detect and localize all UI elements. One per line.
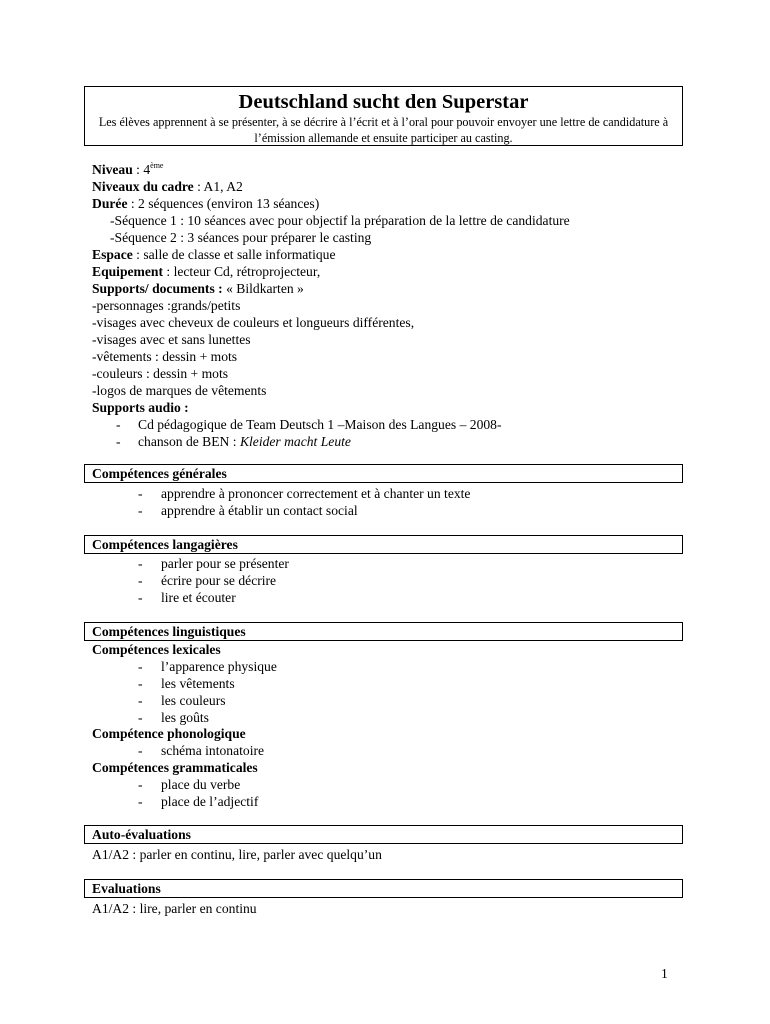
supports-item: -logos de marques de vêtements bbox=[92, 383, 267, 398]
list-item: apprendre à prononcer correctement et à chanter un texte bbox=[161, 486, 471, 501]
list-dash: - bbox=[138, 676, 143, 691]
list-dash: - bbox=[138, 794, 143, 809]
list-item: apprendre à établir un contact social bbox=[161, 503, 358, 518]
list-item: schéma intonatoire bbox=[161, 743, 265, 758]
list-item: parler pour se présenter bbox=[161, 556, 289, 571]
evaluations-text: A1/A2 : lire, parler en continu bbox=[92, 901, 257, 916]
cadre-label: Niveaux du cadre bbox=[92, 179, 194, 194]
duree-value: : 2 séquences (environ 13 séances) bbox=[127, 196, 320, 211]
list-dash: - bbox=[138, 590, 143, 605]
list-dash: - bbox=[138, 710, 143, 725]
supports-line bbox=[92, 280, 304, 297]
song-title: Kleider macht Leute bbox=[239, 434, 351, 449]
list-dash: - bbox=[138, 486, 143, 501]
audio-item bbox=[138, 433, 351, 450]
sequence-2: -Séquence 2 : 3 séances pour préparer le casting bbox=[110, 230, 372, 245]
audio-label: Supports audio : bbox=[92, 400, 189, 415]
list-item: l’apparence physique bbox=[161, 659, 277, 674]
list-dash: - bbox=[138, 743, 143, 758]
equipement-line bbox=[92, 263, 320, 280]
list-item: écrire pour se décrire bbox=[161, 573, 277, 588]
espace-label: Espace bbox=[92, 247, 133, 262]
list-dash: - bbox=[116, 434, 121, 449]
list-dash: - bbox=[138, 573, 143, 588]
section-header-generales: Compétences générales bbox=[84, 464, 683, 483]
title-box bbox=[84, 86, 683, 146]
supports-item: -visages avec cheveux de couleurs et longueurs différentes, bbox=[92, 315, 415, 330]
auto-text: A1/A2 : parler en continu, lire, parler avec quelqu’un bbox=[92, 847, 382, 862]
list-dash: - bbox=[138, 556, 143, 571]
list-item: lire et écouter bbox=[161, 590, 236, 605]
list-item: les goûts bbox=[161, 710, 209, 725]
duree-line bbox=[92, 195, 319, 212]
list-item: place du verbe bbox=[161, 777, 241, 792]
niveau-sup: ème bbox=[150, 161, 164, 170]
lexicales-label: Compétences lexicales bbox=[92, 642, 221, 657]
niveau-line bbox=[92, 161, 163, 178]
espace-value: : salle de classe et salle informatique bbox=[132, 247, 336, 262]
cadre-value: : A1, A2 bbox=[193, 179, 243, 194]
espace-line bbox=[92, 246, 335, 263]
list-item: les couleurs bbox=[161, 693, 226, 708]
supports-item: -personnages :grands/petits bbox=[92, 298, 241, 313]
supports-item: -visages avec et sans lunettes bbox=[92, 332, 251, 347]
audio-item-text: chanson de BEN : bbox=[138, 434, 240, 449]
section-header-linguistiques: Compétences linguistiques bbox=[84, 622, 683, 641]
section-header-langagieres: Compétences langagières bbox=[84, 535, 683, 554]
cadre-line bbox=[92, 178, 243, 195]
page-title: Deutschland sucht den Superstar bbox=[238, 91, 529, 113]
duree-label: Durée bbox=[92, 196, 128, 211]
niveau-label: Niveau bbox=[92, 162, 133, 177]
supports-item: -couleurs : dessin + mots bbox=[92, 366, 229, 381]
list-dash: - bbox=[116, 417, 121, 432]
grammaticales-label: Compétences grammaticales bbox=[92, 760, 258, 775]
list-dash: - bbox=[138, 693, 143, 708]
section-header-auto: Auto-évaluations bbox=[84, 825, 683, 844]
list-dash: - bbox=[138, 659, 143, 674]
list-dash: - bbox=[138, 777, 143, 792]
list-dash: - bbox=[138, 503, 143, 518]
page-subtitle: Les élèves apprennent à se présenter, à se décrire à l’écrit et à l’oral pour pouvoir envoyer une lettre de candidature à l’émission allemande et ensuite participer au casting. bbox=[98, 115, 669, 145]
list-item: les vêtements bbox=[161, 676, 235, 691]
sequence-1: -Séquence 1 : 10 séances avec pour objectif la préparation de la lettre de candidature bbox=[110, 213, 570, 228]
supports-item: -vêtements : dessin + mots bbox=[92, 349, 238, 364]
supports-label: Supports/ documents : bbox=[92, 281, 227, 296]
equipement-value: : lecteur Cd, rétroprojecteur, bbox=[163, 264, 321, 279]
list-item: place de l’adjectif bbox=[161, 794, 259, 809]
page-number: 1 bbox=[661, 966, 668, 981]
equipement-label: Equipement bbox=[92, 264, 164, 279]
section-header-evaluations: Evaluations bbox=[84, 879, 683, 898]
niveau-value: : 4 bbox=[132, 162, 151, 177]
supports-value: « Bildkarten » bbox=[226, 281, 304, 296]
audio-item: Cd pédagogique de Team Deutsch 1 –Maison des Langues – 2008- bbox=[138, 417, 502, 432]
phonologique-label: Compétence phonologique bbox=[92, 726, 246, 741]
